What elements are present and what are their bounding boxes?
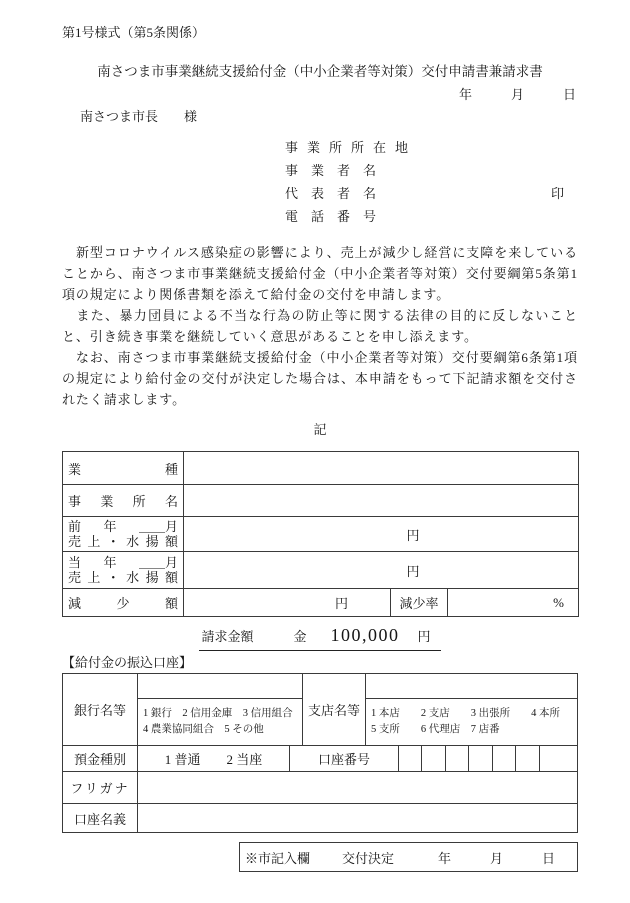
- body-paragraphs: [62, 242, 578, 410]
- digit-cell: [445, 746, 468, 771]
- previous-year-amount-cell: 円: [184, 517, 579, 552]
- branch-name-cell: [366, 674, 577, 745]
- digit-cell: [515, 746, 538, 771]
- table-row: [63, 485, 579, 517]
- account-number-label: 口座番号: [290, 746, 399, 771]
- furigana-row: [63, 772, 577, 804]
- city-use-only-box: [239, 842, 578, 872]
- phone-number-label: 電 話 番 号: [285, 209, 377, 224]
- digit-cell: [492, 746, 515, 771]
- decrease-rate-label: 減少率: [391, 589, 448, 617]
- table-row: [63, 517, 579, 552]
- industry-label: 業 種: [68, 461, 178, 477]
- bank-name-label: 銀行名等: [63, 674, 138, 745]
- office-name-value-cell: [184, 485, 579, 517]
- branch-name-write-space: [366, 674, 577, 699]
- digit-cell: [539, 746, 577, 771]
- current-year-label-line2: 売 上 ・ 水 揚 額: [68, 570, 178, 585]
- bank-branch-row: [63, 674, 577, 746]
- bank-account-section-heading: 【給付金の振込口座】: [62, 655, 193, 670]
- office-name-label: 事 業 所 名: [68, 494, 178, 509]
- account-holder-row: [63, 804, 577, 832]
- digit-cell: [468, 746, 491, 771]
- form-number: 第1号様式（第5条関係）: [62, 25, 206, 40]
- deposit-type-options: 1 普通 2 当座: [138, 746, 290, 771]
- decrease-amount-label-cell: [63, 589, 184, 617]
- claim-amount-value: 100,000: [330, 625, 400, 645]
- branch-name-label: 支店名等: [303, 674, 366, 745]
- representative-name-row: [285, 182, 578, 205]
- industry-label-cell: [63, 452, 184, 485]
- bank-name-cell: [138, 674, 303, 745]
- digit-cell: [421, 746, 444, 771]
- date-line: 年 月 日: [458, 87, 576, 102]
- table-row: [63, 552, 579, 589]
- bank-type-options-line2: 4 農業協同組合 5 その他: [143, 724, 264, 735]
- account-number-digit-cells: [399, 746, 577, 771]
- bank-account-table: [62, 673, 578, 833]
- bank-name-write-space: [138, 674, 302, 699]
- decrease-amount-label: 減 少 額: [68, 596, 178, 611]
- previous-year-sales-label-cell: [63, 517, 184, 552]
- previous-year-label-line1: 前 年 ＿＿月: [68, 519, 178, 534]
- account-holder-label: 口座名義: [63, 804, 138, 832]
- claim-unit: 円: [417, 629, 431, 644]
- representative-name-label: 代 表 者 名: [285, 186, 377, 201]
- account-holder-value-cell: [138, 804, 577, 832]
- furigana-label: フリガナ: [63, 772, 138, 803]
- city-note-label: ※市記入欄: [245, 850, 311, 866]
- digit-cell: [399, 746, 421, 771]
- current-year-sales-label-cell: [63, 552, 184, 589]
- business-address-label: 事業所所在地: [285, 140, 418, 155]
- body-paragraph: なお、南さつま市事業継続支援給付金（中小企業者等対策）交付要綱第6条第1項の規定により給付金の交付が決定した場合は、本申請をもって下記請求額を交付されたく請求します。: [62, 350, 578, 407]
- body-paragraph: また、暴力団員による不当な行為の防止等に関する法律の目的に反しないことと、引き続き事業を継続していく意思があることを申し添えます。: [62, 308, 578, 344]
- bank-type-options: [138, 699, 302, 745]
- decrease-amount-cell: 円: [184, 589, 391, 617]
- current-year-label-line1: 当 年 ＿＿月: [68, 555, 178, 570]
- table-row: [63, 452, 579, 485]
- previous-year-label-line2: 売 上 ・ 水 揚 額: [68, 534, 178, 549]
- sales-summary-table: [62, 451, 579, 617]
- business-name-label: 事 業 者 名: [285, 163, 377, 178]
- claim-label: 請求金額: [201, 629, 254, 644]
- decision-date-fields: 年 月 日: [438, 850, 556, 866]
- claim-currency-prefix: 金: [293, 629, 307, 644]
- branch-type-options-line2: 5 支所 6 代理店 7 店番: [371, 724, 500, 735]
- current-year-amount-cell: 円: [184, 552, 579, 589]
- industry-value-cell: [184, 452, 579, 485]
- office-name-label-cell: [63, 485, 184, 517]
- document-title: 南さつま市事業継続支援給付金（中小企業者等対策）交付申請書兼請求書: [97, 64, 543, 79]
- seal-mark: 印: [550, 186, 564, 201]
- ki-separator: 記: [313, 422, 327, 437]
- branch-type-options-line1: 1 本店 2 支店 3 出張所 4 本所: [371, 708, 560, 719]
- body-paragraph: 新型コロナウイルス感染症の影響により、売上が減少し経営に支障を来していることから、南さつま市事業継続支援給付金（中小企業者等対策）交付要綱第5条第1項の規定により関係書類を添えて給付金の交付を申請します。: [62, 245, 578, 302]
- furigana-value-cell: [138, 772, 577, 803]
- decrease-rate-cell: %: [448, 589, 579, 617]
- table-row: [63, 589, 579, 617]
- grant-decision-label: 交付決定: [342, 850, 395, 866]
- claim-underlined: [199, 623, 440, 651]
- branch-type-options: [366, 699, 577, 745]
- applicant-info-block: [285, 136, 578, 228]
- deposit-account-row: [63, 746, 577, 772]
- deposit-type-label: 預金種別: [63, 746, 138, 771]
- bank-type-options-line1: 1 銀行 2 信用金庫 3 信用組合: [143, 708, 293, 719]
- claim-amount-line: [62, 623, 578, 651]
- addressee-line: 南さつま市長 様: [80, 109, 198, 124]
